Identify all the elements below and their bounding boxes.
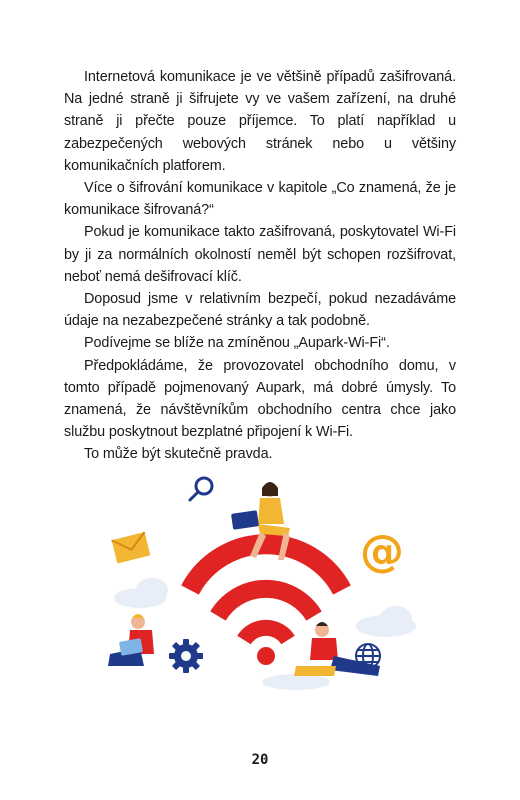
paragraph: Předpokládáme, že provozovatel obchodního domu, v tomto případě pojmenovaný Aupark, má dobré úmysly. To znamená, že návštěvníkům obchodního centra chce jako službu poskytnout bezplatné připojení k Wi-Fi. (64, 357, 456, 441)
paragraph: Internetová komunikace je ve většině případů zašifrovaná. Na jedné straně ji šifrujete vy ve vašem zařízení, na druhé straně ji přečte pouze příjemce. To platí například u zabezpečených webových stránek nebo u většiny komunikačních platforem. (64, 69, 456, 174)
paragraph: To může být skutečně pravda. (84, 446, 273, 463)
magnifier-icon (190, 478, 212, 500)
at-sign-icon (360, 526, 404, 577)
body-text (64, 66, 456, 466)
wifi-illustration (100, 470, 420, 710)
paragraph: Doposud jsme v relativním bezpečí, pokud nezadáváme údaje na nezabezpečené stránky a tak podobně. (64, 291, 456, 330)
page-number: 20 (251, 752, 269, 768)
svg-text:@: @ (360, 526, 404, 577)
cloud-mid (262, 674, 330, 690)
cloud-right (356, 606, 416, 637)
gear-icon (169, 639, 203, 673)
paragraph: Pokud je komunikace takto zašifrovaná, poskytovatel Wi-Fi by ji za normálních okolností neměl být schopen rozšifrovat, neboť nemá dešifrovací klíč. (64, 224, 456, 285)
paragraph: Více o šifrování komunikace v kapitole „Co znamená, že je komunikace šifrovaná?“ (64, 180, 456, 219)
envelope-icon (112, 532, 151, 564)
cloud-left (114, 578, 168, 608)
man-with-laptop (108, 614, 154, 666)
paragraph: Podívejme se blíže na zmíněnou „Aupark-Wi-Fi“. (84, 335, 390, 352)
